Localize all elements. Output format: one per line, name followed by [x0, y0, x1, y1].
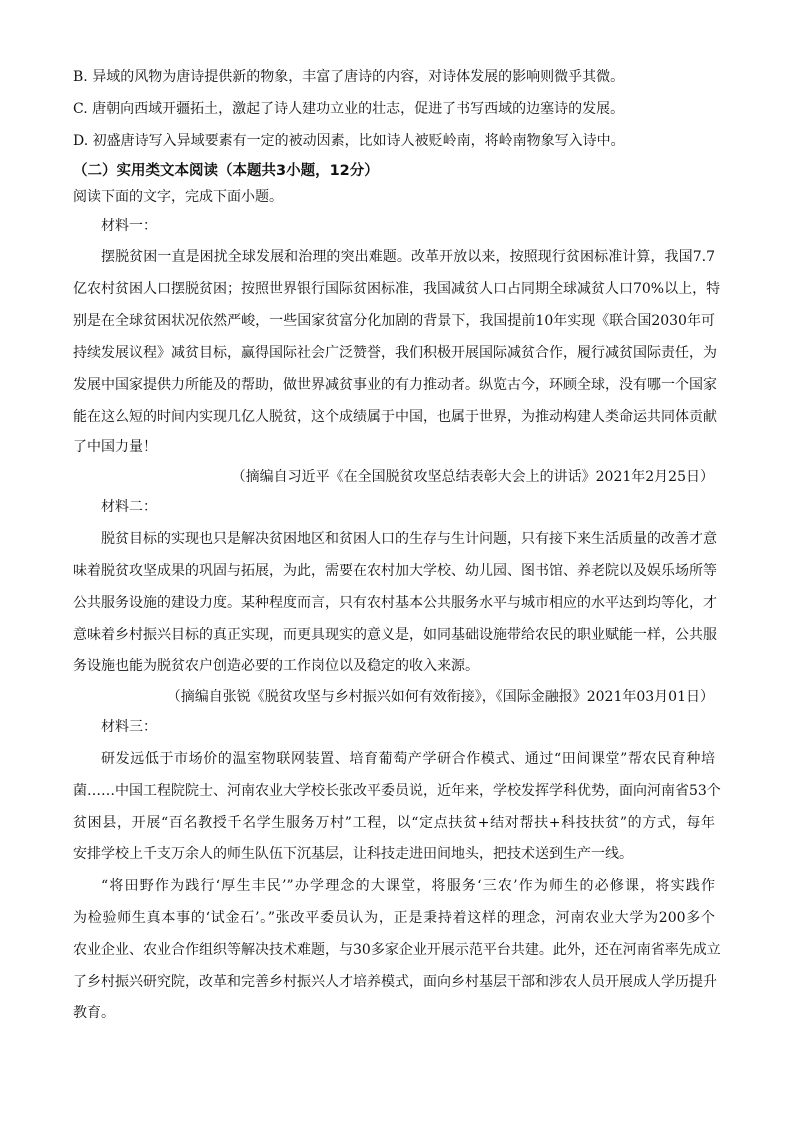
material-3-label: 材料三：	[101, 719, 157, 735]
material-1-line: 摆脱贫困一直是困扰全球发展和治理的突出难题。改革开放以来，按照现行贫困标准计算，我国7.7	[101, 249, 715, 265]
material-3-paragraph-2-line: 了乡村振兴研究院，改革和完善乡村振兴人才培养模式，面向乡村基层干部和涉农人员开展成人学历提升	[73, 974, 717, 990]
material-3-line: 贫困县，开展“百名教授千名学生服务万村”工程，以“定点扶贫+结对帮扶+科技扶贫”的方式，每年	[73, 815, 715, 831]
section-title: （二）实用类文本阅读（本题共3小题，12分）	[73, 163, 379, 179]
material-2-line: 意味着乡村振兴目标的真正实现，而更具现实的意义是，如同基础设施带给农民的职业赋能一样，公共服	[73, 627, 717, 643]
material-2-source: （摘编自张锐《脱贫攻坚与乡村振兴如何有效衔接》，《国际金融报》2021年03月01日）	[166, 689, 714, 705]
material-1-line: 持续发展议程》减贫目标，赢得国际社会广泛赞誉，我们积极开展国际减贫合作，履行减贫国际责任，为	[73, 345, 717, 361]
material-1-source: （摘编自习近平《在全国脱贫攻坚总结表彰大会上的讲话》2021年2月25日）	[231, 469, 714, 485]
material-2-line: 务设施也能为脱贫农户创造必要的工作岗位以及稳定的收入来源。	[73, 658, 479, 674]
material-3-paragraph-2-line: “将田野作为践行‘厚生丰民’”办学理念的大课堂，将服务‘三农’作为师生的必修课，将实践作	[101, 878, 715, 894]
material-1-line: 亿农村贫困人口摆脱贫困；按照世界银行国际贫困标准，我国减贫人口占同期全球减贫人口70%以上，特	[73, 281, 721, 297]
option-c: C. 唐朝向西域开疆拓土，激起了诗人建功立业的壮志，促进了书写西域的边塞诗的发展。	[73, 101, 625, 117]
section-instruction: 阅读下面的文字，完成下面小题。	[73, 189, 283, 205]
material-2-line: 脱贫目标的实现也只是解决贫困地区和贫困人口的生存与生计问题，只有接下来生活质量的改善才意	[101, 531, 717, 547]
material-2-line: 味着脱贫攻坚成果的巩固与拓展，为此，需要在农村加大学校、幼儿园、图书馆、养老院以及娱乐场所等	[73, 563, 717, 579]
option-d: D. 初盛唐诗写入异域要素有一定的被动因素，比如诗人被贬岭南，将岭南物象写入诗中。	[73, 133, 625, 149]
material-3-line: 研发远低于市场价的温室物联网装置、培育葡萄产学研合作模式、通过“田间课堂”帮农民育种培	[101, 751, 715, 767]
material-3-line: 安排学校上千支万余人的师生队伍下沉基层，让科技走进田间地头，把技术送到生产一线。	[73, 846, 633, 862]
material-3-paragraph-2-line: 为检验师生真本事的‘试金石’。”张改平委员认为，正是秉持着这样的理念，河南农业大学为200多个	[73, 910, 715, 926]
material-3-paragraph-2-line: 农业企业、农业合作组织等解决技术难题，与30多家企业开展示范平台共建。此外，还在河南省率先成立	[73, 942, 721, 958]
material-1-label: 材料一：	[101, 218, 157, 234]
material-1-line: 别是在全球贫困状况依然严峻，一些国家贫富分化加剧的背景下，我国提前10年实现《联合国2030年可	[73, 313, 715, 329]
material-2-line: 公共服务设施的建设力度。某种程度而言，只有农村基本公共服务水平与城市相应的水平达到均等化，才	[73, 595, 717, 611]
material-1-line: 了中国力量！	[73, 439, 157, 455]
material-3-paragraph-2-line: 教育。	[73, 1005, 115, 1021]
material-1-line: 能在这么短的时间内实现几亿人脱贫，这个成绩属于中国，也属于世界，为推动构建人类命运共同体贡献	[73, 409, 717, 425]
option-b: B. 异域的风物为唐诗提供新的物象，丰富了唐诗的内容，对诗体发展的影响则微乎其微。	[73, 69, 625, 85]
material-3-line: 菌……中国工程院院士、河南农业大学校长张改平委员说，近年来，学校发挥学科优势，面向河南省53个	[73, 783, 721, 799]
material-1-line: 发展中国家提供力所能及的帮助，做世界减贫事业的有力推动者。纵览古今，环顾全球，没有哪一个国家	[73, 377, 717, 393]
material-2-label: 材料二：	[101, 499, 157, 515]
